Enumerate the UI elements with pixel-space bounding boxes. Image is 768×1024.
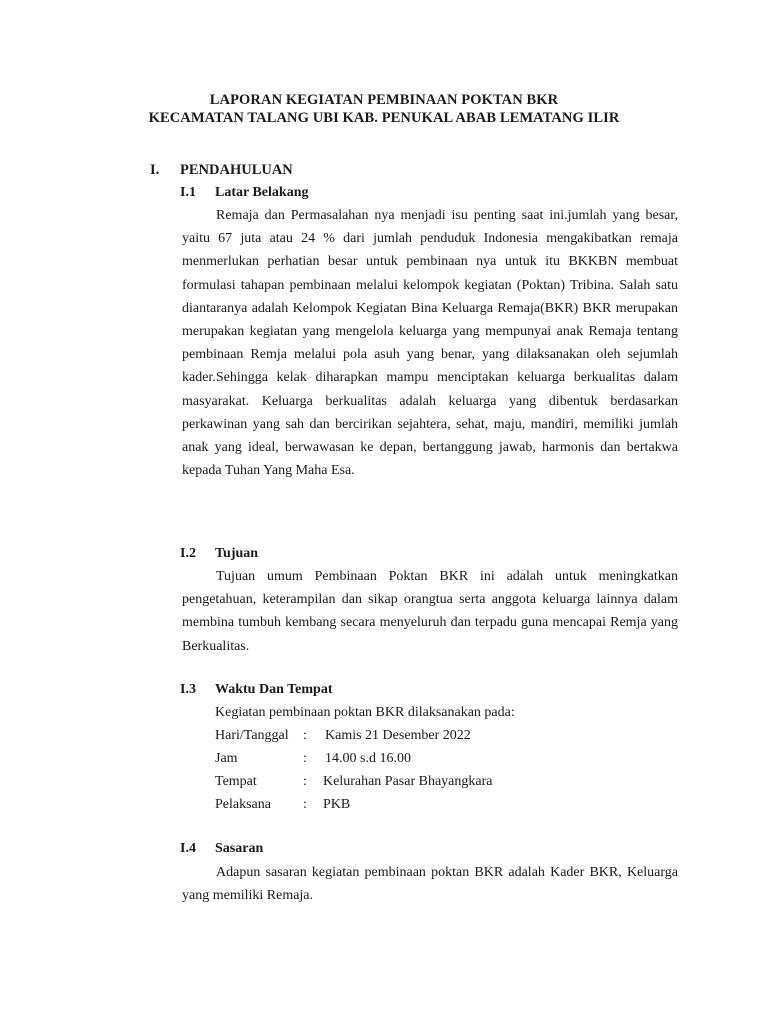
schedule-value: Kamis 21 Desember 2022 [325,728,471,743]
document-title-line1: LAPORAN KEGIATAN PEMBINAAN POKTAN BKR [209,92,559,108]
schedule-separator: : [303,751,307,766]
schedule-separator: : [303,774,307,789]
schedule-label: Hari/Tanggal [215,728,289,743]
subsection-heading: Waktu Dan Tempat [215,682,333,697]
schedule-label: Pelaksana [215,797,271,812]
background-paragraph: Remaja dan Permasalahan nya menjadi isu penting saat ini.jumlah yang besar, yaitu 67 juta atau 24 % dari jumlah penduduk Indonesia mengakibatkan remaja menmerlukan perhatian besar untuk pembinaan nya untuk itu BKKBN membuat formulasi tahapan pembinaan melalui kelompok kegiatan (Poktan) Tribina. Salah satu diantaranya adalah Kelompok Kegiatan Bina Keluarga Remaja(BKR) BKR merupakan merupakan kegiatan yang mengelola keluarga yang mempunyai anak Remaja tentang pembinaan Remja melalui pola asuh yang benar, yang dilaksanakan oleh sejumlah kader.Sehingga kelak diharapkan mampu menciptakan keluarga berkualitas dalam masyarakat. Keluarga berkualitas adalah keluarga yang dibentuk berdasarkan perkawinan yang sah dan bercirikan sejahtera, sehat, maju, mandiri, memiliki jumlah anak yang ideal, berwawasan ke depan, bertanggung jawab, harmonis dan bertakwa kepada Tuhan Yang Maha Esa. [182,208,678,479]
subsection-heading: Tujuan [215,546,259,561]
schedule-label: Tempat [215,774,257,789]
document-title-line2: KECAMATAN TALANG UBI KAB. PENUKAL ABAB LEMATANG ILIR [148,110,620,126]
objective-paragraph: Tujuan umum Pembinaan Poktan BKR ini adalah untuk meningkatkan pengetahuan, keterampilan dan sikap orangtua serta anggota keluarga lainnya dalam membina tumbuh kembang secara menyeluruh dan terpadu guna mencapai Remja yang Berkualitas. [182,569,678,654]
subsection-heading: Latar Belakang [215,185,309,200]
subsection-number: I.1 [180,185,196,200]
schedule-value: Kelurahan Pasar Bhayangkara [323,774,493,789]
subsection-heading: Sasaran [215,841,264,856]
section-heading: PENDAHULUAN [180,162,293,178]
schedule-value: 14.00 s.d 16.00 [325,751,411,766]
schedule-intro: Kegiatan pembinaan poktan BKR dilaksanakan pada: [215,705,515,720]
schedule-value: PKB [323,797,351,812]
section-number: I. [150,162,160,178]
target-paragraph: Adapun sasaran kegiatan pembinaan poktan BKR adalah Kader BKR, Keluarga yang memiliki Remaja. [182,865,678,904]
schedule-separator: : [303,728,307,743]
subsection-number: I.3 [180,682,196,697]
subsection-number: I.2 [180,546,196,561]
schedule-separator: : [303,797,307,812]
subsection-number: I.4 [180,841,196,856]
schedule-label: Jam [215,751,238,766]
